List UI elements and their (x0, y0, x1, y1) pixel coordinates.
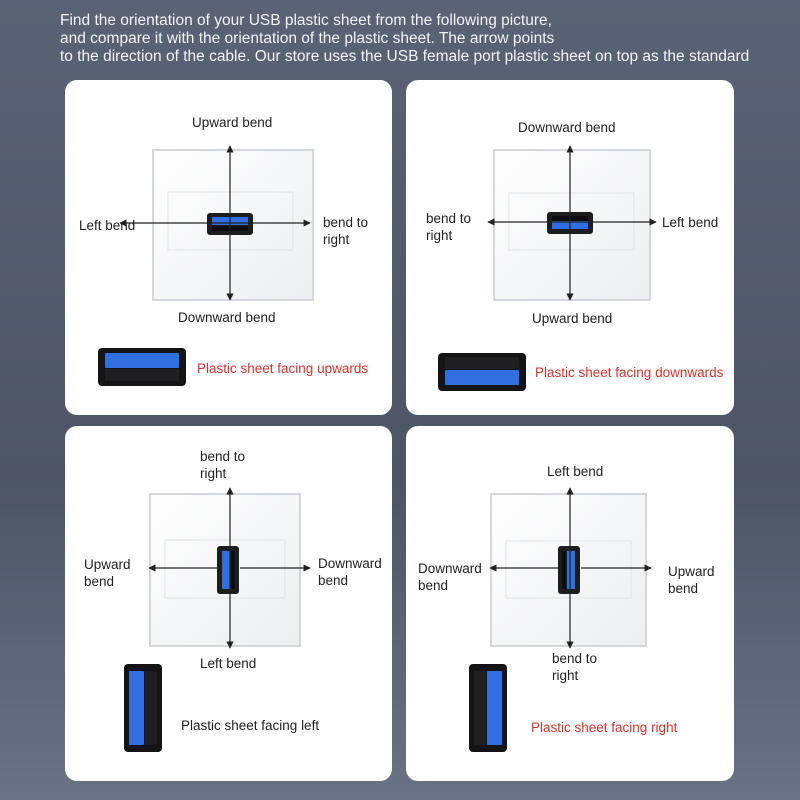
label-left-line1: Upward (84, 557, 131, 572)
label-right-line1: Downward (318, 556, 382, 571)
label-bottom-line2: right (552, 668, 579, 683)
label-top-line2: right (200, 466, 227, 481)
label-left-line1: bend to (426, 211, 472, 226)
caption: Plastic sheet facing downwards (535, 365, 724, 380)
label-top: Left bend (547, 464, 604, 479)
label-left-line1: Downward (418, 561, 482, 576)
instruction-line-1: Find the orientation of your USB plastic sheet from the following picture, (60, 12, 552, 29)
label-left-line2: right (426, 228, 453, 243)
caption: Plastic sheet facing upwards (197, 361, 369, 376)
label-left-line2: bend (418, 578, 449, 593)
label-left: Left bend (79, 218, 136, 233)
caption: Plastic sheet facing left (181, 718, 320, 733)
label-bottom-line1: bend to (552, 651, 598, 666)
instruction-line-3: to the direction of the cable. Our store uses the USB female port plastic sheet on top as the standard (60, 48, 750, 65)
label-bottom: Upward bend (532, 311, 613, 326)
label-bottom: Downward bend (178, 310, 276, 325)
panel-facing-right (406, 426, 734, 781)
label-left-line2: bend (84, 574, 115, 589)
panel-facing-upwards (65, 80, 392, 415)
instruction-line-2: and compare it with the orientation of the plastic sheet. The arrow points (60, 30, 555, 47)
label-top-line1: bend to (200, 449, 246, 464)
label-top: Downward bend (518, 120, 616, 135)
caption: Plastic sheet facing right (531, 720, 678, 735)
panel-facing-left (65, 426, 392, 781)
label-right-line2: right (323, 232, 350, 247)
label-bottom: Left bend (200, 656, 257, 671)
label-right-line2: bend (668, 581, 699, 596)
label-right-line2: bend (318, 573, 349, 588)
label-right-line1: Upward (668, 564, 715, 579)
label-top: Upward bend (192, 115, 273, 130)
label-right-line1: bend to (323, 215, 369, 230)
instruction-text (60, 12, 780, 66)
panel-facing-downwards (406, 80, 734, 415)
label-right: Left bend (662, 215, 719, 230)
